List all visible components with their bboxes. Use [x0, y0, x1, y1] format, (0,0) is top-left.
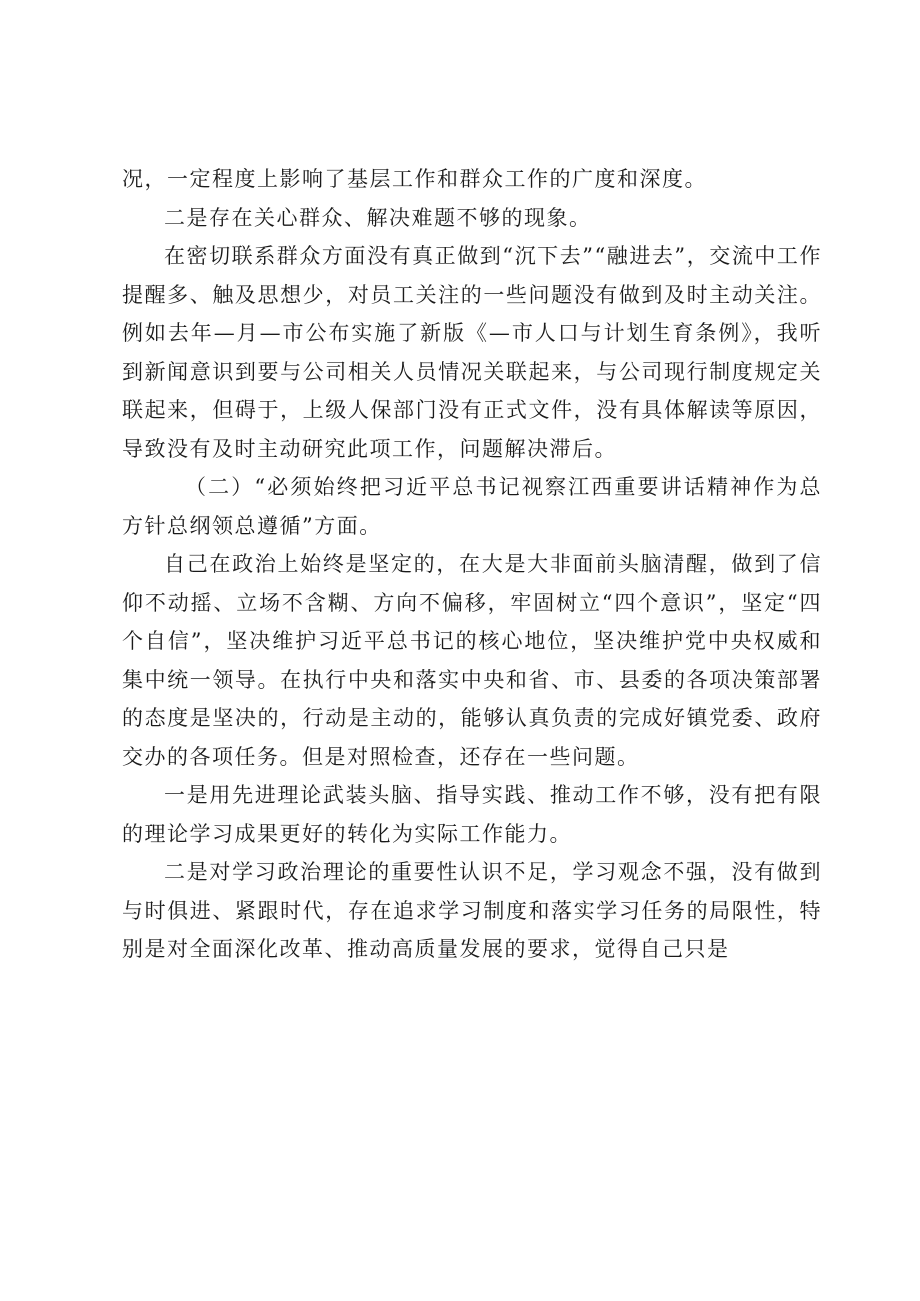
paragraph-body: 自己在政治上始终是坚定的，在大是大非面前头脑清醒，做到了信仰不动摇、立场不含糊、方向不偏移，牢固树立“四个意识”，坚定“四个自信”，坚决维护习近平总书记的核心地位，坚决维护党中央权威和集中统一领导。在执行中央和落实中央和省、市、县委的各项决策部署的态度是坚决的，行动是主动的，能够认真负责的完成好镇党委、政府交办的各项任务。但是对照检查，还存在一些问题。 — [122, 552, 822, 769]
paragraph-point-two: 二是存在关心群众、解决难题不够的现象。 — [164, 205, 592, 230]
section-heading: （二）“必须始终把习近平总书记视察江西重要讲话精神作为总方针总纲领总遵循”方面。 — [122, 475, 822, 538]
paragraph-point-one: 一是用先进理论武装头脑、指导实践、推动工作不够，没有把有限的理论学习成果更好的转化为实际工作能力。 — [122, 783, 822, 846]
paragraph-point-two: 二是对学习政治理论的重要性认识不足，学习观念不强，没有做到与时俱进、紧跟时代，存在追求学习制度和落实学习任务的局限性，特别是对全面深化改革、推动高质量发展的要求，觉得自己只是 — [122, 860, 822, 961]
paragraph-continuation: 况，一定程度上影响了基层工作和群众工作的广度和深度。 — [122, 167, 707, 191]
document-body — [122, 160, 822, 969]
paragraph-body: 在密切联系群众方面没有真正做到“沉下去”“融进去”，交流中工作提醒多、触及思想少，对员工关注的一些问题没有做到及时主动关注。例如去年—月—市公布实施了新版《—市人口与计划生育条例》，我听到新闻意识到要与公司相关人员情况关联起来，与公司现行制度规定关联起来，但碍于，上级人保部门没有正式文件，没有具体解读等原因，导致没有及时主动研究此项工作，问题解决滞后。 — [122, 244, 822, 461]
